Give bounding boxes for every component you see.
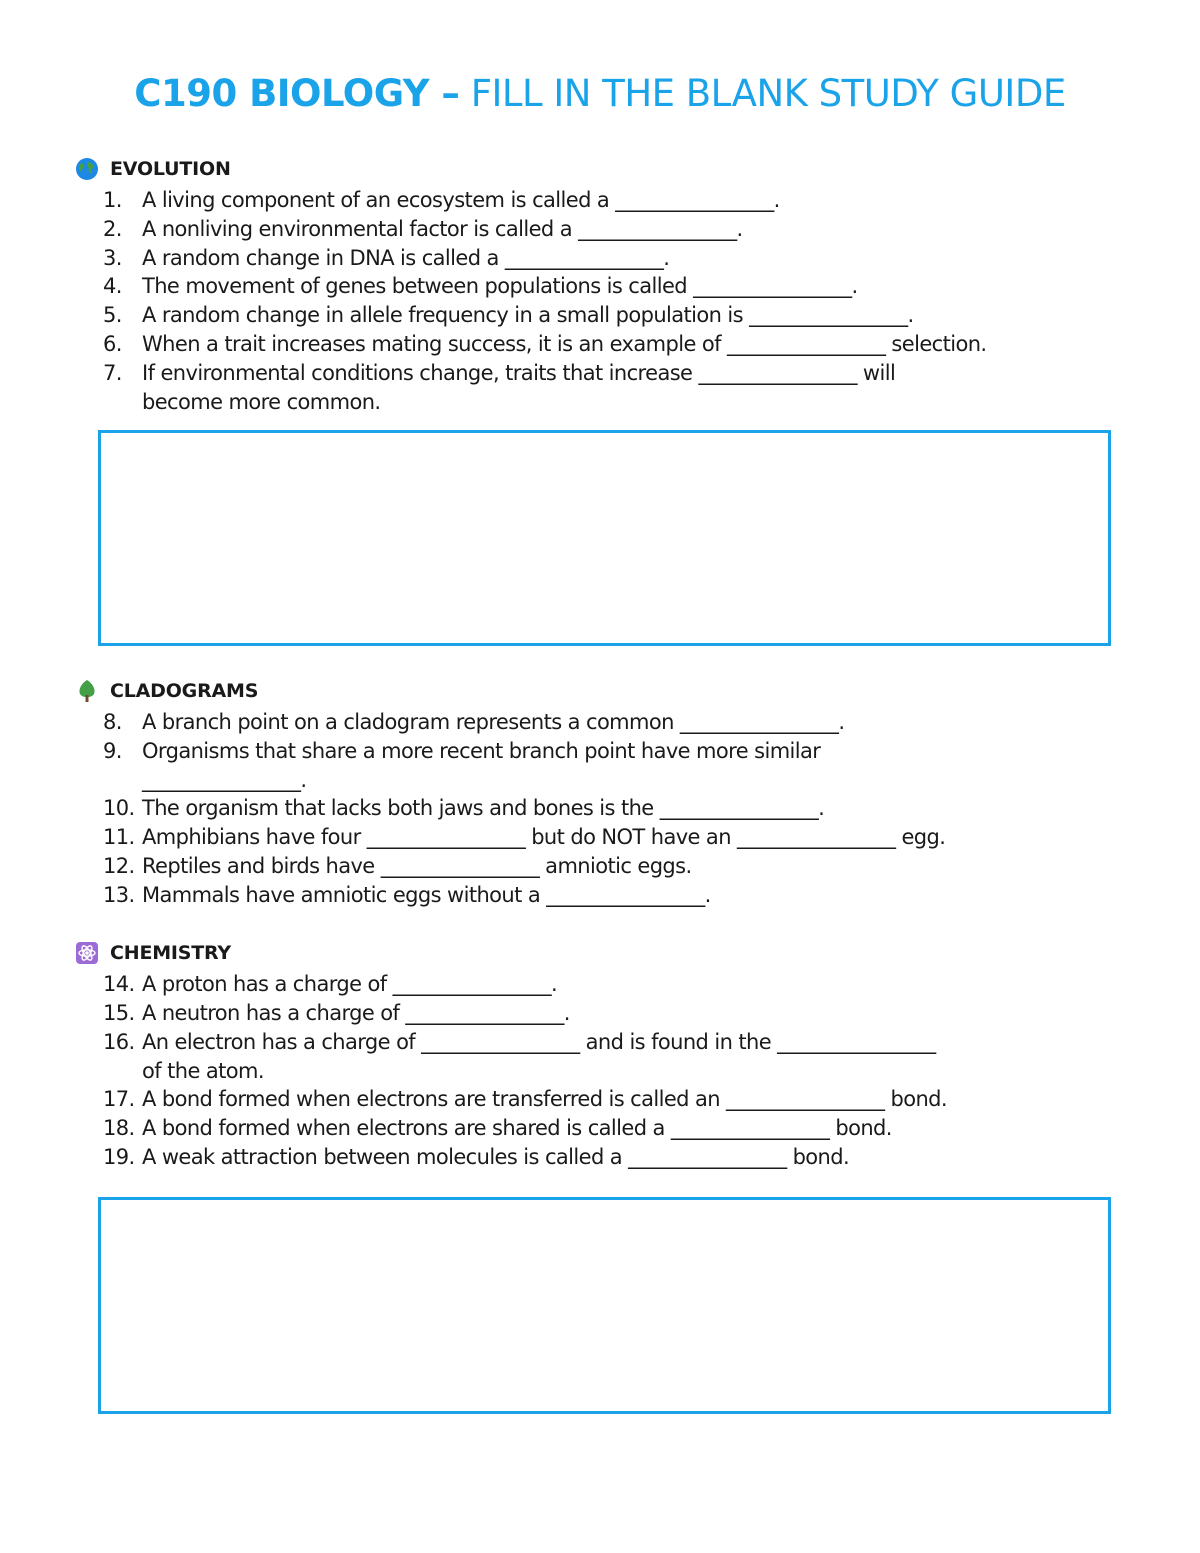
question-number: 5. [103, 303, 122, 327]
tree-icon [75, 679, 99, 703]
question-text: An electron has a charge of ________________ and is found in the ________________ [142, 1030, 936, 1054]
question-text: become more common. [142, 390, 381, 414]
section-heading-cladograms [75, 679, 258, 703]
question-text: A neutron has a charge of ________________. [142, 1001, 570, 1025]
globe-icon [75, 157, 99, 181]
question-text: A random change in allele frequency in a small population is ________________. [142, 303, 914, 327]
question-number: 18. [103, 1116, 135, 1140]
question-number: 14. [103, 972, 135, 996]
question-text: If environmental conditions change, traits that increase ________________ will [142, 361, 896, 385]
question-number: 11. [103, 825, 135, 849]
section-title: CLADOGRAMS [110, 680, 259, 702]
page-title [0, 72, 1200, 115]
section-heading-evolution [75, 157, 231, 181]
section-title: EVOLUTION [110, 158, 231, 180]
question-number: 4. [103, 274, 122, 298]
question-number: 9. [103, 739, 122, 763]
question-text: Mammals have amniotic eggs without a ________________. [142, 883, 711, 907]
answer-box-1 [98, 430, 1111, 646]
question-number: 12. [103, 854, 135, 878]
question-number: 15. [103, 1001, 135, 1025]
question-text: A nonliving environmental factor is called a ________________. [142, 217, 743, 241]
question-text: A proton has a charge of ________________. [142, 972, 558, 996]
question-number: 3. [103, 246, 122, 270]
question-text: The movement of genes between populations is called ________________. [142, 274, 858, 298]
question-number: 8. [103, 710, 122, 734]
question-number: 10. [103, 796, 135, 820]
answer-box-2 [98, 1197, 1111, 1414]
question-text: A weak attraction between molecules is called a ________________ bond. [142, 1145, 850, 1169]
atom-icon [75, 941, 99, 965]
question-number: 19. [103, 1145, 135, 1169]
question-text: Organisms that share a more recent branch point have more similar [142, 739, 821, 763]
title-subtitle: FILL IN THE BLANK STUDY GUIDE [470, 72, 1066, 115]
title-course: C190 BIOLOGY – [134, 72, 460, 115]
question-text: A branch point on a cladogram represents a common ________________. [142, 710, 845, 734]
question-text: A bond formed when electrons are transferred is called an ________________ bond. [142, 1087, 947, 1111]
question-text: of the atom. [142, 1059, 264, 1083]
section-title: CHEMISTRY [110, 942, 231, 964]
question-text: The organism that lacks both jaws and bones is the ________________. [142, 796, 825, 820]
section-heading-chemistry [75, 941, 231, 965]
question-number: 2. [103, 217, 122, 241]
question-number: 17. [103, 1087, 135, 1111]
question-text: A living component of an ecosystem is called a ________________. [142, 188, 780, 212]
question-number: 6. [103, 332, 122, 356]
question-text: A random change in DNA is called a ________________. [142, 246, 670, 270]
question-number: 16. [103, 1030, 135, 1054]
question-number: 13. [103, 883, 135, 907]
question-text: Amphibians have four ________________ but do NOT have an ________________ egg. [142, 825, 946, 849]
question-text: A bond formed when electrons are shared is called a ________________ bond. [142, 1116, 892, 1140]
question-text: When a trait increases mating success, it is an example of ________________ selection. [142, 332, 987, 356]
question-text: ________________. [142, 768, 307, 792]
question-number: 1. [103, 188, 122, 212]
question-number: 7. [103, 361, 122, 385]
question-text: Reptiles and birds have ________________ amniotic eggs. [142, 854, 692, 878]
